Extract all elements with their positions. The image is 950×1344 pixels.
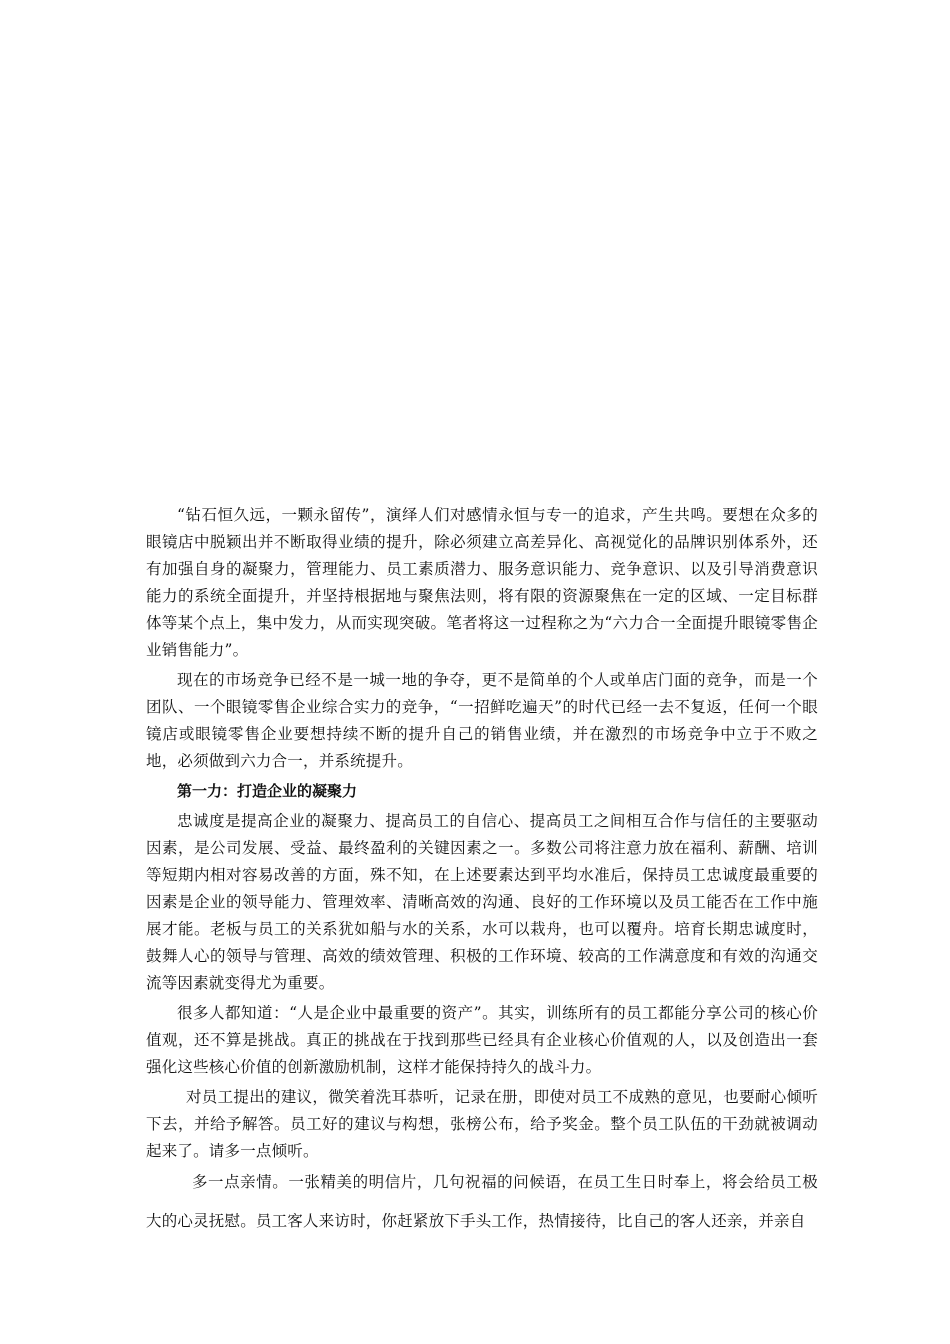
paragraph-listening: 对员工提出的建议，微笑着洗耳恭听，记录在册，即使对员工不成熟的意见，也要耐心倾听下去，并给予解答。员工好的建议与构想，张榜公布，给予奖金。整个员工队伍的干劲就被调动起来了。请多一点倾听。: [146, 1088, 818, 1160]
paragraph-market-competition: 现在的市场竞争已经不是一城一地的争夺，更不是简单的个人或单店门面的竞争，而是一个团队、一个眼镜零售企业综合实力的竞争，“一招鲜吃遍天”的时代已经一去不复返，任何一个眼镜店或眼镜零售企业要想持续不断的提升自己的销售业绩，并在激烈的市场竞争中立于不败之地，必须做到六力合一，并系统提升。: [146, 671, 818, 770]
section-heading: 第一力：打造企业的凝聚力: [177, 782, 358, 800]
document-body: [146, 502, 818, 1244]
paragraph-affection: 多一点亲情。一张精美的明信片，几句祝福的问候语，在员工生日时奉上，将会给员工极大的心灵抚慰。员工客人来访时，你赶紧放下手头工作，热情接待，比自己的客人还亲，并亲自: [146, 1173, 818, 1230]
paragraph-intro: “钻石恒久远，一颗永留传”，演绎人们对感情永恒与专一的追求，产生共鸣。要想在众多的眼镜店中脱颖出并不断取得业绩的提升，除必须建立高差异化、高视觉化的品牌识别体系外，还有加强自身的凝聚力，管理能力、员工素质潜力、服务意识能力、竞争意识、以及引导消费意识能力的系统全面提升，并坚持根据地与聚焦法则，将有限的资源聚焦在一定的区域、一定目标群体等某个点上，集中发力，从而实现突破。笔者将这一过程称之为“六力合一全面提升眼镜零售企业销售能力”。: [146, 506, 818, 659]
paragraph-core-values: 很多人都知道：“人是企业中最重要的资产”。其实，训练所有的员工都能分享公司的核心价值观，还不算是挑战。真正的挑战在于找到那些已经具有企业核心价值观的人，以及创造出一套强化这些核心价值的创新激励机制，这样才能保持持久的战斗力。: [146, 1004, 818, 1076]
paragraph-loyalty: 忠诚度是提高企业的凝聚力、提高员工的自信心、提高员工之间相互合作与信任的主要驱动因素，是公司发展、受益、最终盈利的关键因素之一。多数公司将注意力放在福利、薪酬、培训等短期内相对容易改善的方面，殊不知，在上述要素达到平均水准后，保持员工忠诚度最重要的因素是企业的领导能力、管理效率、清晰高效的沟通、良好的工作环境以及员工能否在工作中施展才能。老板与员工的关系犹如船与水的关系，水可以栽舟，也可以覆舟。培育长期忠诚度时，鼓舞人心的领导与管理、高效的绩效管理、积极的工作环境、较高的工作满意度和有效的沟通交流等因素就变得尤为重要。: [146, 812, 818, 992]
